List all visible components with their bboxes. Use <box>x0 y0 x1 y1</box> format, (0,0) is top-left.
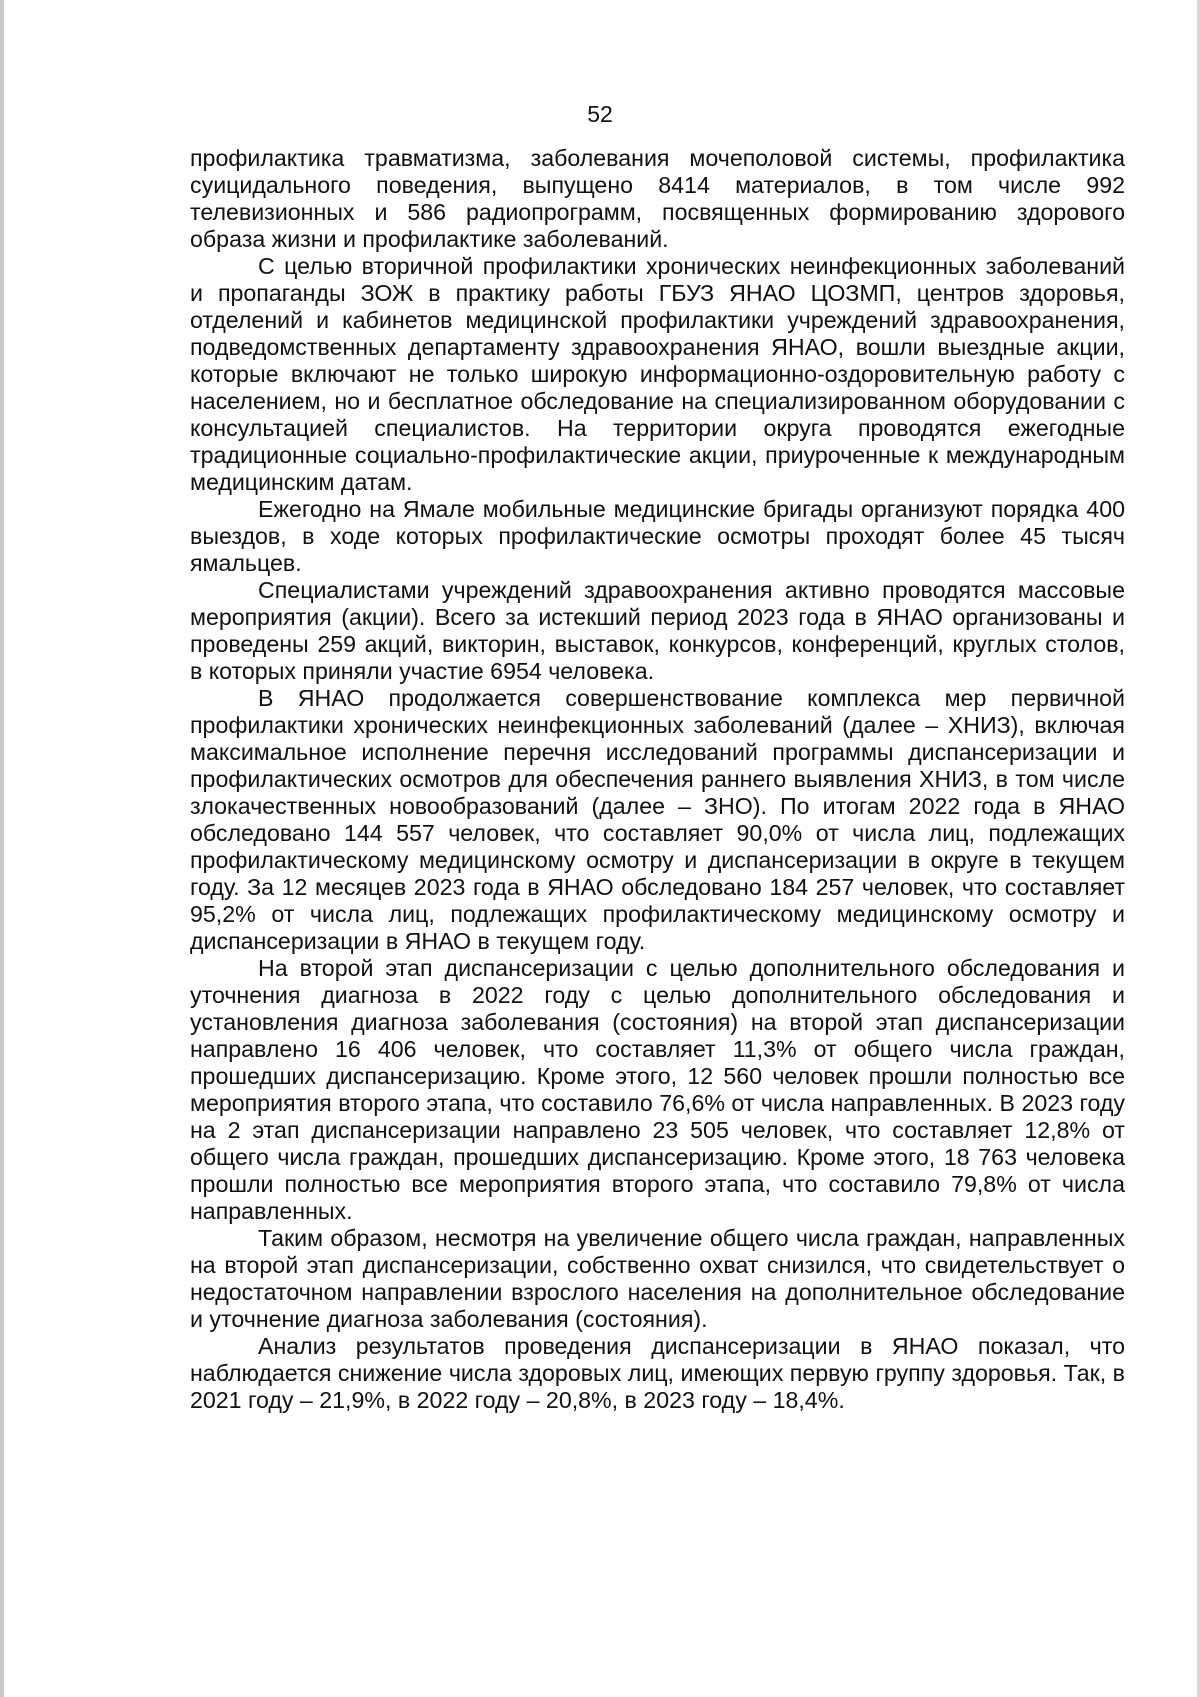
scan-edge-left <box>0 0 4 1697</box>
paragraph-primary-prevention: В ЯНАО продолжается совершенствование комплекса мер первичной профилактики хронических неинфекционных заболеваний (далее – ХНИЗ), включая максимальное исполнение перечня исследований программы диспансеризации и профилактических осмотров для обеспечения раннего выявления ХНИЗ, в том числе злокачественных новообразований (далее – ЗНО). По итогам 2022 года в ЯНАО обследовано 144 557 человек, что составляет 90,0% от числа лиц, подлежащих профилактическому медицинскому осмотру и диспансеризации в округе в текущем году. За 12 месяцев 2023 года в ЯНАО обследовано 184 257 человек, что составляет 95,2% от числа лиц, подлежащих профилактическому медицинскому осмотру и диспансеризации в ЯНАО в текущем году. <box>190 685 1125 954</box>
paragraph-secondary-prevention: С целью вторичной профилактики хронических неинфекционных заболеваний и пропаганды ЗОЖ в практику работы ГБУЗ ЯНАО ЦОЗМП, центров здоровья, отделений и кабинетов медицинской профилактики учреждений здравоохранения, подведомственных департаменту здравоохранения ЯНАО, вошли выездные акции, которые включают не только широкую информационно-оздоровительную работу с населением, но и бесплатное обследование на специализированном оборудовании с консультацией специалистов. На территории округа проводятся ежегодные традиционные социально-профилактические акции, приуроченные к международным медицинским датам. <box>190 253 1125 495</box>
document-body <box>190 145 1125 1414</box>
paragraph-mass-events: Специалистами учреждений здравоохранения активно проводятся массовые мероприятия (акции). Всего за истекший период 2023 года в ЯНАО организованы и проведены 259 акций, викторин, выставок, конкурсов, конференций, круглых столов, в которых приняли участие 6954 человека. <box>190 577 1125 684</box>
paragraph-conclusion: Таким образом, несмотря на увеличение общего числа граждан, направленных на второй этап диспансеризации, собственно охват снизился, что свидетельствует о недостаточном направлении взрослого населения на дополнительное обследование и уточнение диагноза заболевания (состояния). <box>190 1225 1125 1332</box>
page-number: 52 <box>587 101 613 127</box>
paragraph-analysis: Анализ результатов проведения диспансеризации в ЯНАО показал, что наблюдается снижение числа здоровых лиц, имеющих первую группу здоровья. Так, в 2021 году – 21,9%, в 2022 году – 20,8%, в 2023 году – 18,4%. <box>190 1333 1125 1413</box>
paragraph-second-stage: На второй этап диспансеризации с целью дополнительного обследования и уточнения диагноза в 2022 году с целью дополнительного обследования и установления диагноза заболевания (состояния) на второй этап диспансеризации направлено 16 406 человек, что составляет 11,3% от общего числа граждан, прошедших диспансеризацию. Кроме этого, 12 560 человек прошли полностью все мероприятия второго этапа, что составило 76,6% от числа направленных. В 2023 году на 2 этап диспансеризации направлено 23 505 человек, что составляет 12,8% от общего числа граждан, прошедших диспансеризацию. Кроме этого, 18 763 человека прошли полностью все мероприятия второго этапа, что составило 79,8% от числа направленных. <box>190 955 1125 1224</box>
paragraph-prevention-materials: профилактика травматизма, заболевания мочеполовой системы, профилактика суицидального поведения, выпущено 8414 материалов, в том числе 992 телевизионных и 586 радиопрограмм, посвященных формированию здорового образа жизни и профилактике заболеваний. <box>190 145 1125 252</box>
paragraph-mobile-brigades: Ежегодно на Ямале мобильные медицинские бригады организуют порядка 400 выездов, в ходе которых профилактические осмотры проходят более 45 тысяч ямальцев. <box>190 496 1125 576</box>
